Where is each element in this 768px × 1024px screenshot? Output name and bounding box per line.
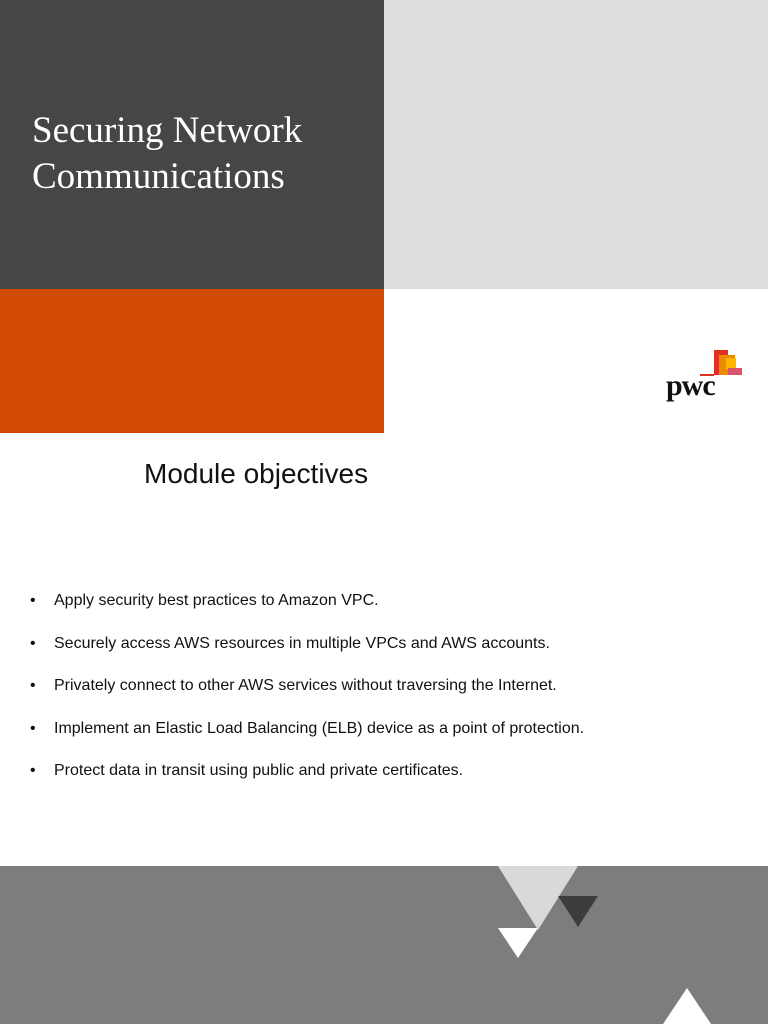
list-item <box>30 759 750 802</box>
list-item <box>30 674 750 717</box>
pwc-logo-text: pwc <box>666 369 715 402</box>
white-triangle-shape <box>498 928 538 958</box>
white-triangle-bottom-shape <box>663 988 711 1024</box>
objective-text: Protect data in transit using public and private certificates. <box>54 762 464 779</box>
list-item <box>30 632 750 675</box>
pwc-logo <box>662 346 746 412</box>
objectives-list <box>30 589 750 802</box>
section-heading: Module objectives <box>144 458 369 489</box>
objective-text: Apply security best practices to Amazon VPC. <box>54 592 379 609</box>
dark-triangle-shape <box>558 896 598 927</box>
bullet: • <box>30 634 36 652</box>
footer-triangles <box>0 866 768 1024</box>
bullet: • <box>30 592 36 609</box>
bullet: • <box>30 719 36 737</box>
slide-title: Securing Network Communications <box>32 110 303 197</box>
objective-text: Securely access AWS resources in multiple VPCs and AWS accounts. <box>54 634 550 652</box>
bullet: • <box>30 677 36 694</box>
footer-band <box>0 866 768 1024</box>
bullet: • <box>30 762 36 779</box>
light-panel <box>384 0 768 289</box>
orange-panel <box>0 289 384 433</box>
list-item <box>30 589 750 632</box>
objective-text: Privately connect to other AWS services without traversing the Internet. <box>54 677 557 694</box>
objective-text: Implement an Elastic Load Balancing (ELB) device as a point of protection. <box>54 719 585 737</box>
list-item <box>30 717 750 760</box>
